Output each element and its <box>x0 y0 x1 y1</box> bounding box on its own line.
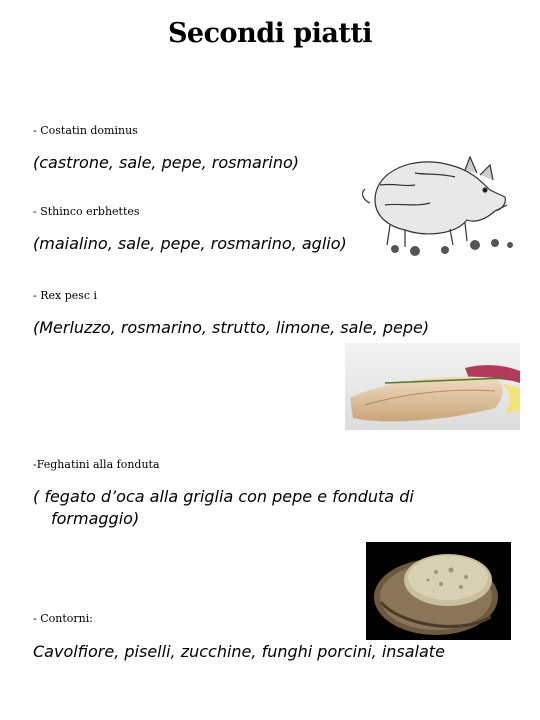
boar-sketch-image <box>355 145 520 257</box>
dish-ingredients-rex: (Merluzzo, rosmarino, strutto, limone, sale, pepe) <box>33 318 430 337</box>
dish-ingredients-costatin: (castrone, sale, pepe, rosmarino) <box>33 153 300 172</box>
fish-plate-image <box>345 343 520 430</box>
dish-name-contorni: - Contorni: <box>33 612 93 625</box>
dish-ingredients-contorni: Cavolfiore, piselli, zucchine, funghi porcini, insalate <box>33 642 445 661</box>
dish-name-feghatini: -Feghatini alla fonduta <box>33 458 160 471</box>
cheese-pan-image <box>366 542 511 640</box>
page-title: Secondi piatti <box>167 18 373 49</box>
dish-name-costatin: - Costatin dominus <box>33 124 138 137</box>
dish-name-rex: - Rex pesc i <box>33 289 98 302</box>
dish-ingredients-feghatini: ( fegato d’oca alla griglia con pepe e fonduta di formaggio) <box>33 487 414 528</box>
dish-name-sthinco: - Sthinco erbhettes <box>33 205 140 218</box>
dish-ingredients-sthinco: (maialino, sale, pepe, rosmarino, aglio) <box>33 234 347 253</box>
